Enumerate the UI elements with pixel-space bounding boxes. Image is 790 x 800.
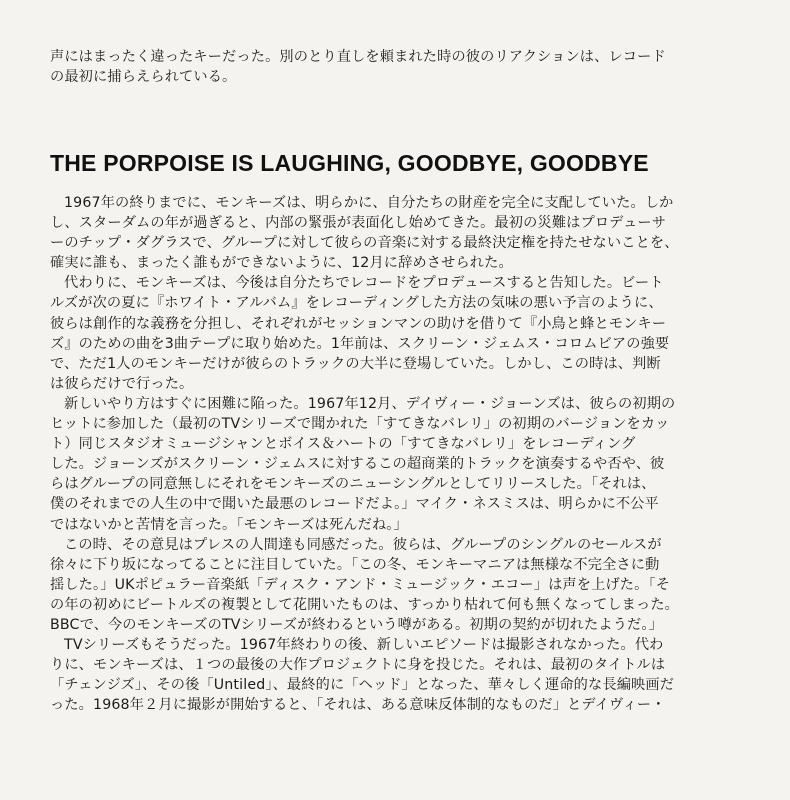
- text-line: 1967年の終りまでに、モンキーズは、明らかに、自分たちの財産を完全に支配していた。しか: [64, 195, 674, 211]
- text-line: 揺した。」UKポピュラー音楽紙「ディスク・アンド・ミュージック・エコー」は声を上げた。「そ: [50, 576, 671, 593]
- text-line: 確実に誰も、まったく誰もができないように、12月に辞めさせられた。: [50, 255, 513, 272]
- text-line: した。ジョーンズがスクリーン・ジェムスに対するこの超商業的トラックを演奏するや否や、彼: [50, 456, 665, 473]
- text-line: BBCで、今のモンキーズのTVシリーズが終わるという噂がある。初期の契約が切れたようだ。」: [50, 616, 663, 633]
- text-line: ではないかと苦情を言った。「モンキーズは死んだね。」: [50, 516, 408, 533]
- text-line: 代わりに、モンキーズは、今後は自分たちでレコードをプロデュースすると告知した。ビート: [64, 275, 664, 292]
- text-line: は彼らだけで行った。: [50, 375, 194, 392]
- text-line: らはグループの同意無しにそれをモンキーズのニューシングルとしてリリースした。「それは、: [50, 476, 656, 493]
- text-line: の年の初めにビートルズの複製として花開いたものは、すっかり枯れて何も無くなってしまった。: [50, 596, 680, 613]
- text-line: 彼らは創作的な義務を分担し、それぞれがセッションマンの助けを借りて『小鳥と蜂とモンキー: [50, 315, 667, 332]
- body-text: [50, 193, 752, 715]
- text-line: ヒットに参加した（最初のTVシリーズで聞かれた「すてきなバレリ」の初期のバージョンをカッ: [50, 416, 670, 433]
- section-heading: THE PORPOISE IS LAUGHING, GOODBYE, GOODBYE: [50, 150, 649, 176]
- text-line: の最初に捕らえられている。: [50, 69, 237, 85]
- text-line: ーのチップ・ダグラスで、グループに対して彼らの音楽に対する最終決定権を持たせないことを、: [50, 235, 679, 252]
- text-line: 「チェンジズ」、その後「Untiled」、最終的に「ヘッド」となった、華々しく運命的な長編映画だ: [50, 677, 675, 694]
- text-line: りに、モンキーズは、１つの最後の大作プロジェクトに身を投じた。それは、最初のタイトルは: [50, 657, 666, 674]
- text-line: し、スターダムの年が過ぎると、内部の緊張が表面化し始めてきた。最初の災難はプロデューサ: [50, 215, 667, 232]
- text-line: 僕のそれまでの人生の中で聞いた最悪のレコードだよ。」マイク・ネスミスは、明らかに不公平: [50, 496, 659, 513]
- text-line: 新しいやり方はすぐに困難に陥った。1967年12月、デイヴィー・ジョーンズは、彼らの初期の: [64, 395, 676, 412]
- text-line: った。1968年２月に撮影が開始すると、「それは、ある意味反体制的なものだ」とデイヴィー・: [50, 697, 666, 714]
- text-line: で、ただ1人のモンキーだけが彼らのトラックの大半に登場していた。しかし、この時は、判断: [50, 355, 661, 372]
- text-line: ルズが次の夏に『ホワイト・アルバム』をレコーディングした方法の気味の悪い予言のように、: [50, 295, 663, 312]
- intro-paragraph: [50, 47, 752, 87]
- text-line: ト）同じスタジオミュージシャンとボイス＆ハートの「すてきなバレリ」をレコーディング: [50, 436, 636, 453]
- text-line: TVシリーズもそうだった。1967年終わりの後、新しいエピソードは撮影されなかった。代わ: [64, 637, 664, 654]
- text-line: 声にはまったく違ったキーだった。別のとり直しを頼まれた時の彼のリアクションは、レコード: [50, 49, 666, 65]
- text-line: 徐々に下り坂になってることに注目していた。「この冬、モンキーマニアは無様な不完全さに動: [50, 556, 660, 573]
- text-line: ズ』のための曲を3曲テープに取り始めた。1年前は、スクリーン・ジェムス・コロムビアの強要: [50, 335, 670, 352]
- text-line: この時、その意見はプレスの人間達も同感だった。彼らは、グループのシングルのセールスが: [64, 536, 662, 553]
